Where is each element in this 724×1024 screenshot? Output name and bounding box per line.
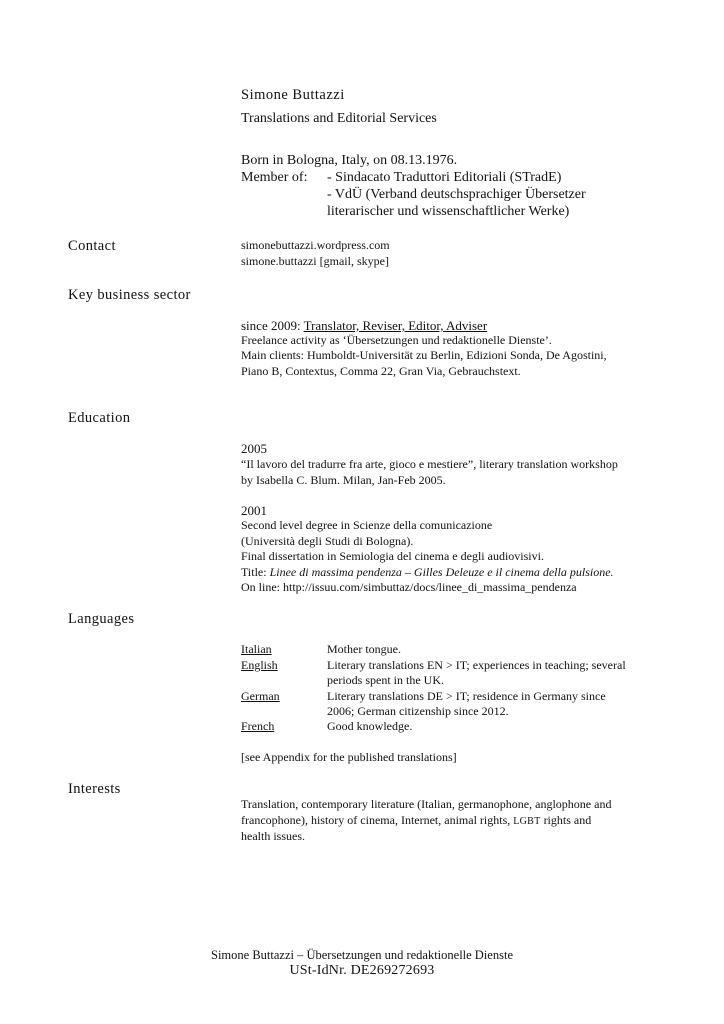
section-heading-languages: Languages [68,611,135,627]
membership-strade: - Sindacato Traduttori Editoriali (STradE) [327,170,562,185]
education-2001-title-line [241,565,614,581]
language-desc-cont: 2006; German citizenship since 2012. [327,704,509,718]
language-desc: Literary translations EN > IT; experiences in teaching; several [327,658,626,672]
interests-line-2 [241,813,591,830]
business-line-2: Main clients: Humboldt-Universität zu Berlin, Edizioni Sonda, De Agostini, [241,348,607,362]
business-line-3: Piano B, Contextus, Comma 22, Gran Via, Gebrauchstext. [241,364,521,378]
education-title: Linee di massima pendenza – Gilles Deleuze e il cinema della pulsione. [269,565,614,579]
education-year-2001: 2001 [241,503,267,518]
language-name: English [241,658,278,672]
interests-line-2b: rights and [540,813,592,827]
education-title-label: Title: [241,565,270,579]
education-year-2005: 2005 [241,441,267,456]
language-desc: Mother tongue. [327,642,401,656]
interests-line-3: health issues. [241,829,305,843]
footer-line-1: Simone Buttazzi – Übersetzungen und redaktionelle Dienste [211,948,513,962]
interests-line-1: Translation, contemporary literature (Italian, germanophone, anglophone and [241,797,612,811]
contact-website[interactable]: simonebuttazzi.wordpress.com [241,238,390,252]
language-desc: Literary translations DE > IT; residence in Germany since [327,689,606,703]
contact-email: simone.buttazzi [gmail, skype] [241,254,389,268]
business-since-line [241,318,487,334]
language-name: French [241,719,275,733]
birth-info: Born in Bologna, Italy, on 08.13.1976. [241,153,458,168]
language-desc: Good knowledge. [327,719,413,733]
interests-lgbt: LGBT [513,816,541,827]
education-2005-line-2: by Isabella C. Blum. Milan, Jan-Feb 2005. [241,473,446,487]
membership-vdu-cont: literarischer und wissenschaftlicher Werke) [327,204,570,219]
membership-vdu: - VdÜ (Verband deutschsprachiger Übersetzer [327,187,586,202]
education-2005-line-1: “Il lavoro del tradurre fra arte, gioco e mestiere”, literary translation workshop [241,457,618,471]
cv-subtitle: Translations and Editorial Services [241,111,437,126]
section-heading-interests: Interests [68,781,121,797]
footer-vat-id: USt-IdNr. DE269272693 [289,963,435,978]
education-2001-line-3: Final dissertation in Semiologia del cinema e degli audiovisivi. [241,549,544,563]
business-roles: Translator, Reviser, Editor, Adviser [303,318,488,333]
language-desc-cont: periods spent in the UK. [327,673,444,687]
interests-line-2a: francophone), history of cinema, Internet, animal rights, [241,813,514,827]
business-since: since 2009: [241,318,301,333]
languages-appendix-note: [see Appendix for the published translations] [241,750,457,764]
section-heading-contact: Contact [68,238,116,254]
education-2001-line-1: Second level degree in Scienze della comunicazione [241,518,493,532]
education-online-link[interactable]: On line: http://issuu.com/simbuttaz/docs/linee_di_massima_pendenza [241,580,577,594]
business-line-1: Freelance activity as ‘Übersetzungen und redaktionelle Dienste’. [241,333,552,347]
language-name: German [241,689,280,703]
section-heading-education: Education [68,410,131,426]
education-2001-line-2: (Università degli Studi di Bologna). [241,534,414,548]
member-label: Member of: [241,170,308,185]
cv-name: Simone Buttazzi [241,87,345,103]
language-name: Italian [241,642,272,656]
section-heading-business: Key business sector [68,287,191,303]
